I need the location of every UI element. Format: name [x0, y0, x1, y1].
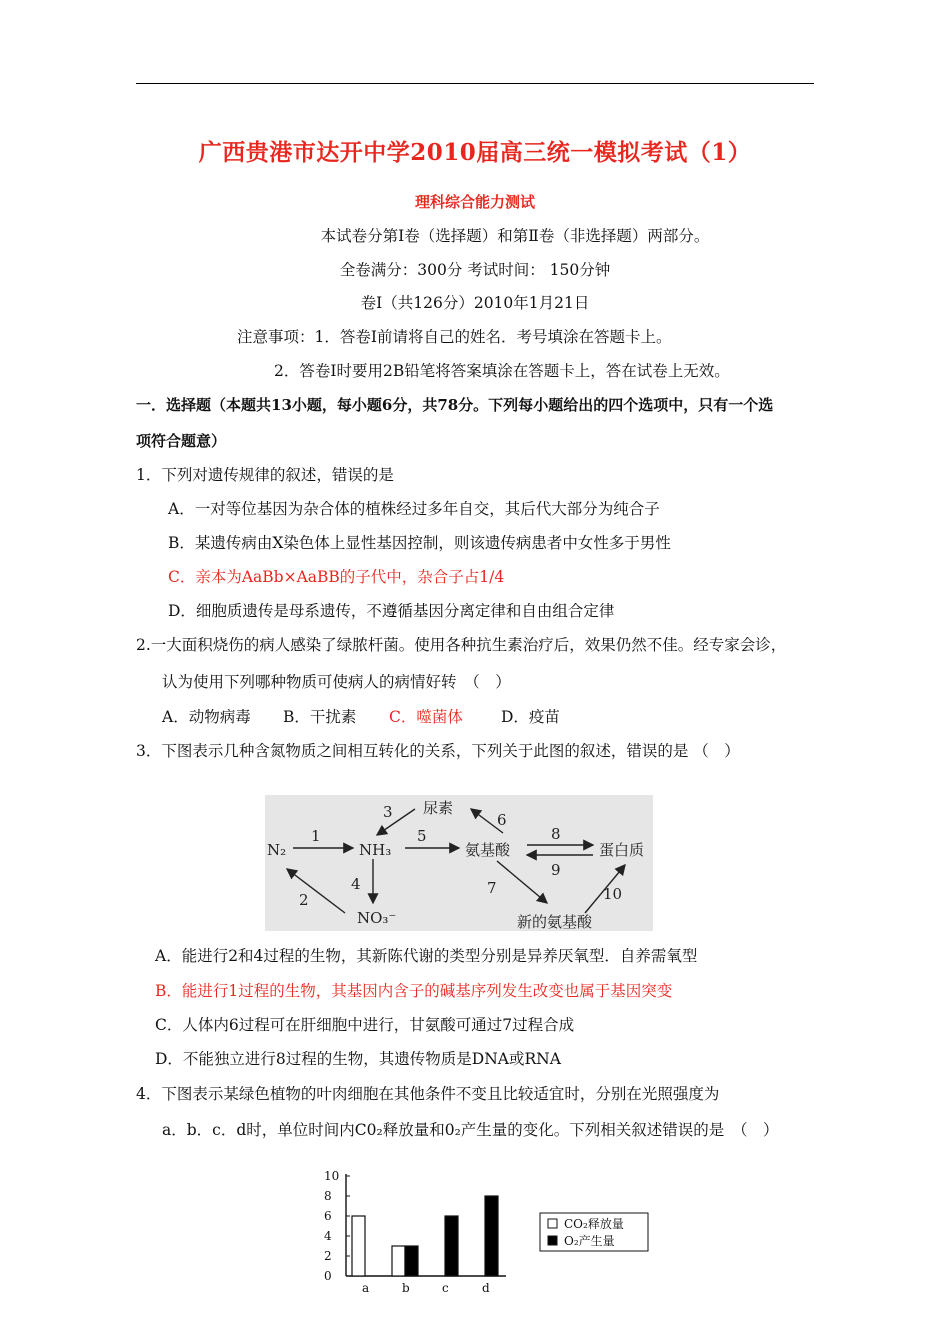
y-tick-label: 4 — [324, 1229, 332, 1243]
q3-stem: 3．下图表示几种含氮物质之间相互转化的关系，下列关于此图的叙述，错误的是 （ ） — [136, 742, 740, 760]
q4-stem-line2: a．b．c．d时，单位时间内C0₂释放量和0₂产生量的变化。下列相关叙述错误的是 （ ） — [162, 1121, 779, 1139]
y-tick-label: 8 — [324, 1189, 332, 1203]
y-tick-label: 6 — [324, 1209, 332, 1223]
x-category-label: d — [482, 1281, 490, 1295]
q2-option-c: C．噬菌体 — [389, 708, 463, 726]
q2-stem-line2: 认为使用下列哪种物质可使病人的病情好转 （ ） — [162, 673, 511, 691]
q2-option-b: B．干扰素 — [283, 708, 357, 726]
page-title: 广西贵港市达开中学2010届高三统一模拟考试（1） — [198, 139, 752, 166]
legend-label-co2: CO₂释放量 — [564, 1217, 624, 1231]
q3-option-d: D．不能独立进行8过程的生物，其遗传物质是DNA或RNA — [155, 1050, 561, 1068]
q1-stem: 1．下列对遗传规律的叙述，错误的是 — [136, 466, 394, 484]
exam-notice-1: 注意事项：1．答卷Ⅰ前请将自己的姓名．考号填涂在答题卡上。 — [237, 328, 672, 346]
bar-o2-b — [405, 1246, 418, 1276]
label-8: 8 — [551, 825, 561, 843]
label-10: 10 — [603, 885, 623, 903]
node-urea: 尿素 — [423, 799, 454, 817]
exam-notice-2: 2．答卷Ⅰ时要用2B铅笔将答案填涂在答题卡上，答在试卷上无效。 — [274, 362, 730, 380]
q1-option-c: C．亲本为AaBb×AaBB的子代中，杂合子占1/4 — [168, 568, 505, 586]
top-rule — [136, 83, 814, 84]
bar-o2-c — [445, 1216, 458, 1276]
light-intensity-bar-chart — [312, 1158, 652, 1298]
q1-option-b: B．某遗传病由X染色体上显性基因控制，则该遗传病患者中女性多于男性 — [168, 534, 671, 552]
label-9: 9 — [551, 861, 561, 879]
exam-info-3: 卷Ⅰ（共126分）2010年1月21日 — [360, 294, 590, 312]
q3-option-b: B．能进行1过程的生物，其基因内含子的碱基序列发生改变也属于基因突变 — [155, 982, 673, 1000]
x-category-label: a — [362, 1281, 370, 1295]
q1-option-a: A．一对等位基因为杂合体的植株经过多年自交，其后代大部分为纯合子 — [168, 500, 660, 518]
page-subtitle: 理科综合能力测试 — [414, 193, 535, 211]
exam-info-1: 本试卷分第Ⅰ卷（选择题）和第Ⅱ卷（非选择题）两部分。 — [320, 227, 710, 245]
y-tick-label: 0 — [324, 1269, 332, 1283]
x-category-label: c — [442, 1281, 449, 1295]
q1-option-d: D．细胞质遗传是母系遗传，不遵循基因分离定律和自由组合定律 — [168, 602, 615, 620]
nitrogen-cycle-diagram — [265, 795, 653, 931]
q2-stem-line1: 2.一大面积烧伤的病人感染了绿脓杆菌。使用各种抗生素治疗后，效果仍然不佳。经专家会诊， — [136, 636, 787, 654]
y-tick-label: 2 — [324, 1249, 332, 1263]
bar-o2-d — [485, 1196, 498, 1276]
node-n2: N₂ — [267, 841, 287, 859]
label-3: 3 — [383, 803, 393, 821]
arrow-7 — [497, 861, 547, 903]
label-1: 1 — [311, 827, 321, 845]
label-2: 2 — [299, 891, 309, 909]
y-tick-label: 10 — [324, 1169, 340, 1183]
q2-option-a: A．动物病毒 — [162, 708, 251, 726]
node-nh3: NH₃ — [359, 841, 392, 859]
node-protein: 蛋白质 — [599, 841, 645, 859]
node-new-amino-acid: 新的氨基酸 — [517, 913, 593, 931]
x-category-label: b — [402, 1281, 410, 1295]
label-4: 4 — [351, 875, 361, 893]
node-no3: NO₃⁻ — [357, 909, 397, 927]
node-amino-acid: 氨基酸 — [465, 841, 511, 859]
label-7: 7 — [487, 879, 497, 897]
bar-co2-a — [352, 1216, 365, 1276]
bar-co2-b — [392, 1246, 405, 1276]
q3-option-a: A．能进行2和4过程的生物，其新陈代谢的类型分别是异养厌氧型．自养需氧型 — [155, 947, 698, 965]
q3-option-c: C．人体内6过程可在肝细胞中进行，甘氨酸可通过7过程合成 — [155, 1016, 575, 1034]
label-6: 6 — [497, 811, 507, 829]
exam-info-2: 全卷满分：300分 考试时间： 150分钟 — [339, 261, 611, 279]
label-5: 5 — [417, 827, 427, 845]
arrow-2 — [287, 869, 345, 913]
legend-label-o2: O₂产生量 — [564, 1234, 615, 1248]
q4-stem-line1: 4．下图表示某绿色植物的叶肉细胞在其他条件不变且比较适宜时，分别在光照强度为 — [136, 1085, 720, 1103]
section-heading-line2: 项符合题意） — [136, 432, 227, 450]
legend-swatch-o2 — [548, 1236, 557, 1245]
section-heading-line1: 一．选择题（本题共13小题，每小题6分，共78分。下列每小题给出的四个选项中，只有一个选 — [136, 396, 774, 414]
legend-swatch-co2 — [548, 1219, 557, 1228]
q2-option-d: D．疫苗 — [501, 708, 560, 726]
